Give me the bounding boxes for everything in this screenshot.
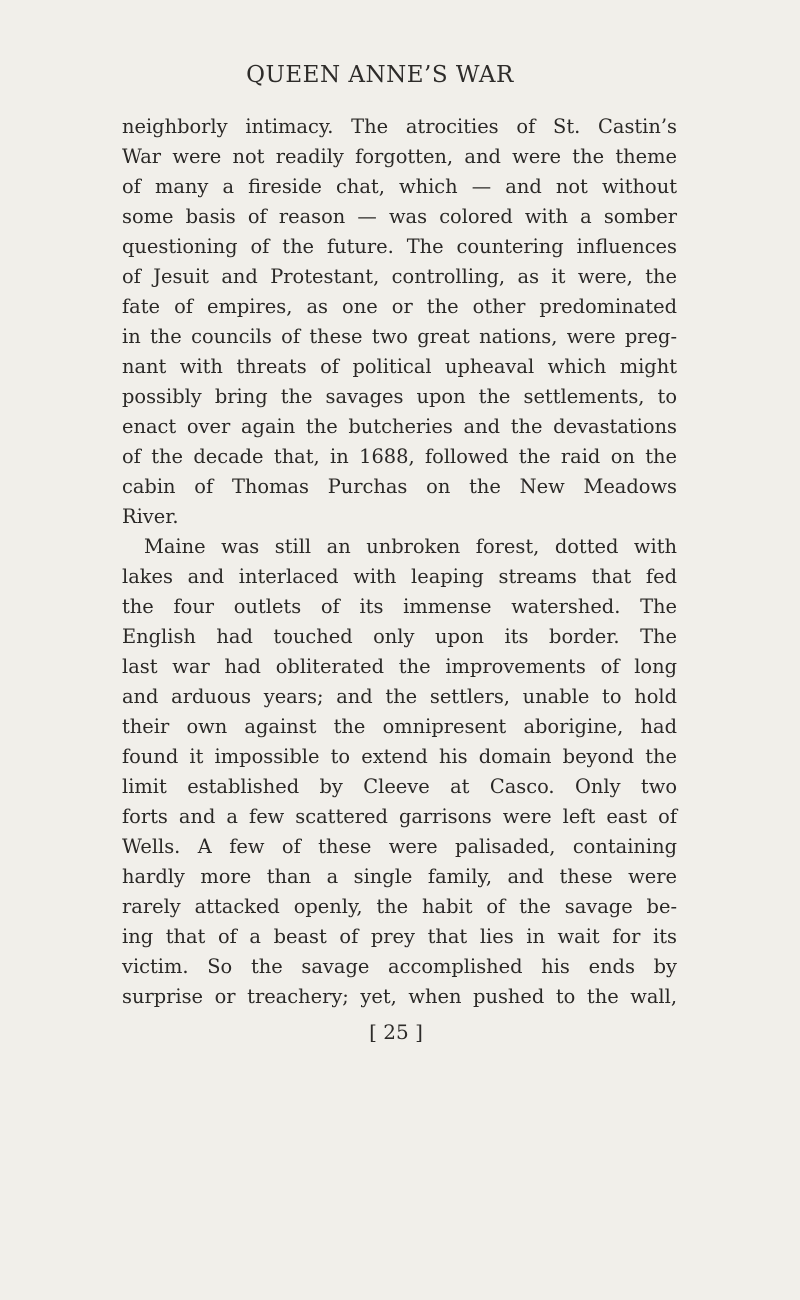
text-line: and arduous years; and the settlers, unable to hold xyxy=(122,685,677,708)
text-line: lakes and interlaced with leaping streams that fed xyxy=(122,565,677,588)
text-line: found it impossible to extend his domain beyond the xyxy=(122,745,677,768)
text-line: possibly bring the savages upon the settlements, to xyxy=(122,385,677,408)
text-line: of Jesuit and Protestant, controlling, as it were, the xyxy=(122,265,677,288)
page-number xyxy=(0,1020,800,1044)
text-line: English had touched only upon its border. The xyxy=(122,625,677,648)
text-line: forts and a few scattered garrisons were left east of xyxy=(122,805,677,828)
text-line: enact over again the butcheries and the devastations xyxy=(122,415,677,438)
text-line: surprise or treachery; yet, when pushed to the wall, xyxy=(122,985,677,1008)
text-line: of the decade that, in 1688, followed the raid on the xyxy=(122,445,677,468)
text-line: victim. So the savage accomplished his ends by xyxy=(122,955,677,978)
text-line: their own against the omnipresent aborigine, had xyxy=(122,715,677,738)
text-line: cabin of Thomas Purchas on the New Meadows xyxy=(122,475,677,498)
page-number-text: [ 25 ] xyxy=(369,1020,423,1044)
text-line: of many a fireside chat, which — and not without xyxy=(122,175,677,198)
text-line: some basis of reason — was colored with a somber xyxy=(122,205,677,228)
text-line: ing that of a beast of prey that lies in wait for its xyxy=(122,925,677,948)
text-line: hardly more than a single family, and these were xyxy=(122,865,677,888)
text-line: nant with threats of political upheaval which might xyxy=(122,355,677,378)
running-head: QUEEN ANNE’S WAR xyxy=(246,62,514,88)
text-line: Maine was still an unbroken forest, dotted with xyxy=(144,535,677,558)
text-line: fate of empires, as one or the other predominated xyxy=(122,295,677,318)
text-line: last war had obliterated the improvements of long xyxy=(122,655,677,678)
text-line: River. xyxy=(122,505,179,528)
text-line: neighborly intimacy. The atrocities of St. Castin’s xyxy=(122,115,677,138)
text-line: rarely attacked openly, the habit of the savage be- xyxy=(122,895,677,918)
text-line: limit established by Cleeve at Casco. Only two xyxy=(122,775,677,798)
text-line: in the councils of these two great nations, were preg- xyxy=(122,325,677,348)
text-line: the four outlets of its immense watershed. The xyxy=(122,595,677,618)
text-line: questioning of the future. The countering influences xyxy=(122,235,677,258)
text-line: Wells. A few of these were palisaded, containing xyxy=(122,835,677,858)
text-line: War were not readily forgotten, and were the theme xyxy=(122,145,677,168)
